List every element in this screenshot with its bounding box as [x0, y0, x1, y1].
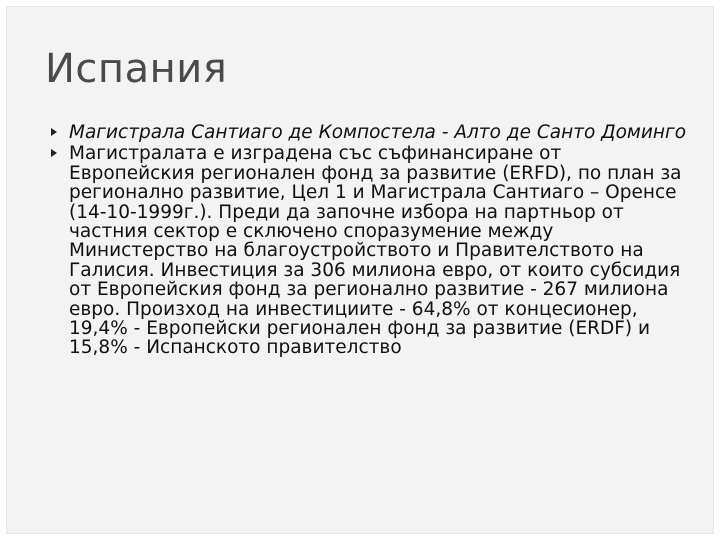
triangle-bullet-icon	[51, 128, 57, 136]
slide-title: Испания	[45, 46, 228, 92]
bullet-text: Магистрала Сантиаго де Компостела - Алто де Санто Доминго	[69, 122, 687, 143]
bullet-item-description	[51, 144, 691, 357]
triangle-bullet-icon	[51, 149, 57, 157]
slide	[6, 6, 714, 534]
bullet-item-heading	[51, 123, 691, 142]
bullet-text: Магистралата е изградена със съфинансиране от Европейския регионален фонд за развитие (ERFD), по план за регионално развитие, Цел 1 и Магистрала Сантиаго – Оренсе (14-10-1999г.). Преди да започне избора на партньор от частния сектор е сключено споразумение между Министерство на благоустройството и Правителството на Галисия. Инвестиция за 306 милиона евро, от които субсидия от Европейския фонд за регионално развитие - 267 милиона евро. Произход на инвестициите - 64,8% от концесионер, 19,4% - Европейски регионален фонд за развитие (ERDF) и 15,8% - Испанското правителство	[69, 143, 682, 359]
bullet-list	[51, 123, 691, 360]
